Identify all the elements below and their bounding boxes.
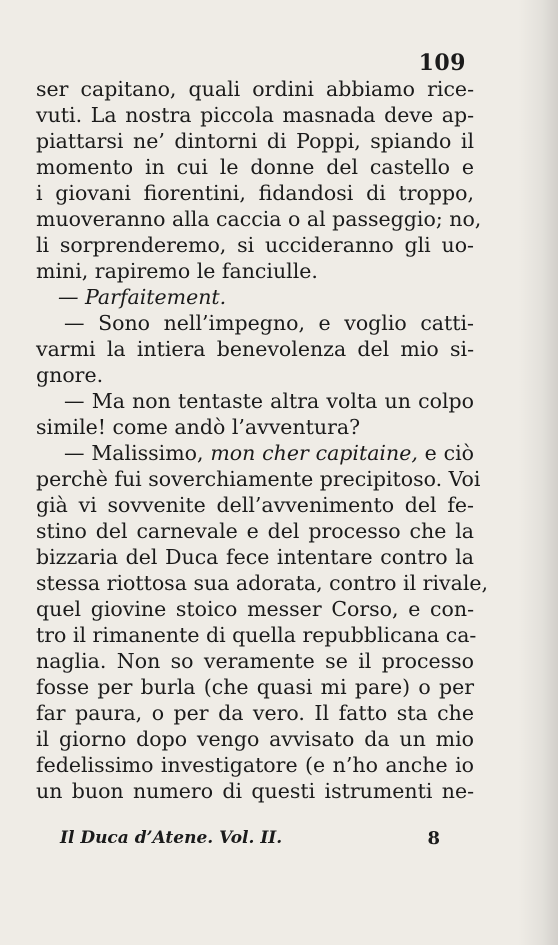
text-line: piattarsi ne’ dintorni di Poppi, spiando il: [36, 129, 474, 153]
text-line: stessa riottosa sua adorata, contro il rivale,: [36, 571, 489, 595]
dialogue-line: — Parfaitement.: [58, 285, 227, 309]
text-line: bizzaria del Duca fece intentare contro la: [36, 545, 474, 569]
text-line: quel giovine stoico messer Corso, e con-: [36, 597, 474, 621]
page-footer: [60, 828, 440, 848]
signature-mark: 8: [427, 828, 440, 849]
dialogue-prefix: — Malissimo,: [64, 441, 211, 465]
text-line: gnore.: [36, 363, 104, 387]
text-line: li sorprenderemo, si uccideranno gli uo-: [36, 233, 474, 257]
dialogue-suffix: e ciò: [417, 441, 474, 465]
text-line: vuti. La nostra piccola masnada deve ap-: [36, 103, 474, 127]
dialogue-line: — Ma non tentaste altra volta un colpo: [64, 389, 474, 413]
text-line: momento in cui le donne del castello e: [36, 155, 474, 179]
dialogue-line: [36, 440, 474, 466]
text-line: il giorno dopo vengo avvisato da un mio: [36, 727, 474, 751]
text-line: mini, rapiremo le fanciulle.: [36, 259, 318, 283]
text-line: naglia. Non so veramente se il processo: [36, 649, 474, 673]
text-line: fosse per burla (che quasi mi pare) o per: [36, 675, 474, 699]
text-line: un buon numero di questi istrumenti ne-: [36, 779, 474, 803]
text-line: stino del carnevale e del processo che la: [36, 519, 474, 543]
text-line: fedelissimo investigatore (e n’ho anche io: [36, 753, 474, 777]
body-text: [36, 76, 489, 804]
text-line: i giovani fiorentini, fidandosi di troppo,: [36, 181, 474, 205]
text-line: perchè fui soverchiamente precipitoso. Voi: [36, 467, 481, 491]
text-line: già vi sovvenite dell’avvenimento del fe-: [36, 493, 474, 517]
text-line: tro il rimanente di quella repubblicana ca-: [36, 623, 477, 647]
text-line: varmi la intiera benevolenza del mio si-: [36, 337, 474, 361]
page-number: 109: [418, 50, 466, 76]
text-line: ser capitano, quali ordini abbiamo rice-: [36, 77, 474, 101]
text-line: muoveranno alla caccia o al passeggio; no,: [36, 207, 482, 231]
french-phrase: mon cher capitaine,: [210, 441, 418, 465]
dialogue-line: — Sono nell’impegno, e voglio catti-: [64, 311, 474, 335]
running-footer-title: Il Duca d’Atene. Vol. II.: [60, 828, 283, 848]
text-line: simile! come andò l’avventura?: [36, 415, 361, 439]
page-edge-shadow: [518, 0, 558, 945]
text-line: far paura, o per da vero. Il fatto sta che: [36, 701, 474, 725]
